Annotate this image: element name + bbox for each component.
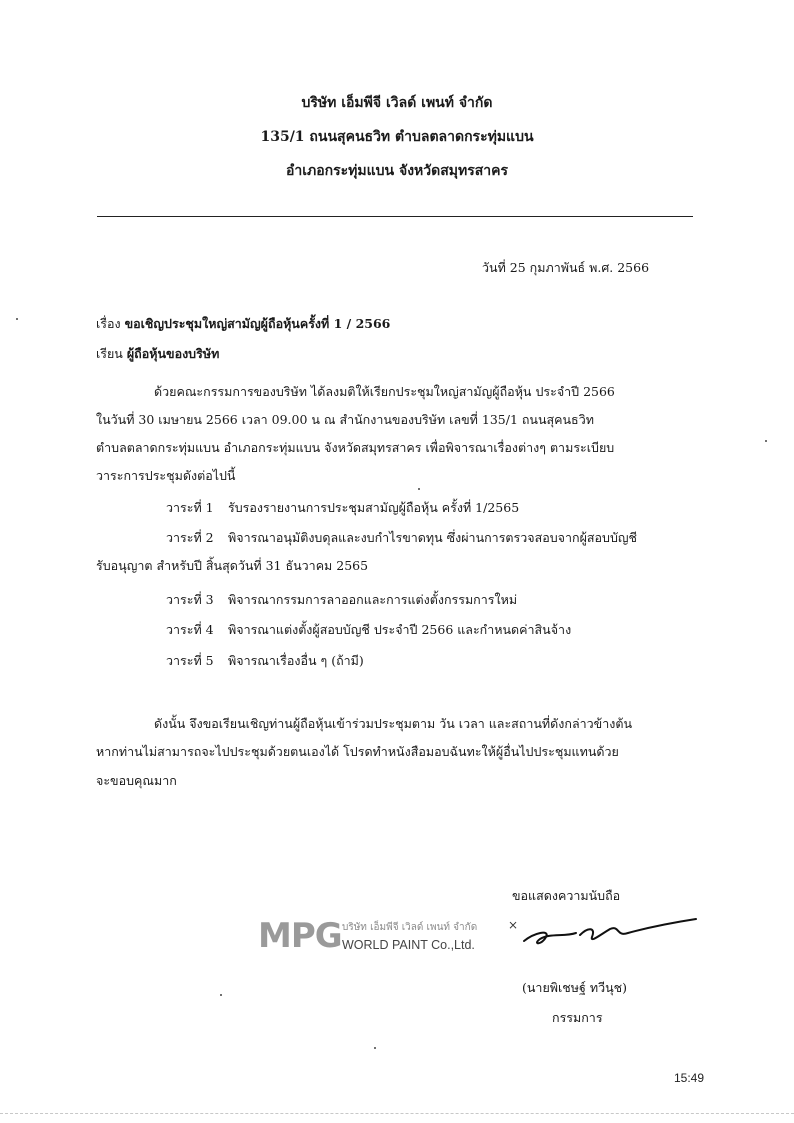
stamp-mark: × bbox=[508, 918, 519, 932]
agenda-text: รับรองรายงานการประชุมสามัญผู้ถือหุ้น ครั้งที่ 1/2565 bbox=[228, 500, 520, 515]
scan-speck bbox=[16, 318, 18, 320]
scan-speck bbox=[220, 994, 222, 996]
header-divider bbox=[97, 216, 693, 217]
intro-line-4: วาระการประชุมดังต่อไปนี้ bbox=[96, 468, 236, 483]
agenda-number: วาระที่ 2 bbox=[166, 530, 214, 545]
closing-line-2: หากท่านไม่สามารถจะไปประชุมด้วยตนเองได้ โปรดทำหนังสือมอบฉันทะให้ผู้อื่นไปประชุมแทนด้วย bbox=[96, 744, 619, 759]
agenda-text: พิจารณาอนุมัติงบดุลและงบกำไรขาดทุน ซึ่งผ่านการตรวจสอบจากผู้สอบบัญชี bbox=[228, 530, 638, 545]
subject-line bbox=[96, 314, 390, 334]
agenda-item bbox=[166, 498, 519, 518]
signatory-title: กรรมการ bbox=[552, 1010, 603, 1025]
company-name: บริษัท เอ็มพีจี เวิลด์ เพนท์ จำกัด bbox=[301, 95, 493, 111]
agenda-number: วาระที่ 5 bbox=[166, 653, 214, 668]
handwritten-signature bbox=[520, 915, 700, 955]
scan-speck bbox=[765, 440, 767, 442]
subject-label: เรื่อง bbox=[96, 316, 121, 331]
agenda-number: วาระที่ 4 bbox=[166, 622, 214, 637]
subject-text: ขอเชิญประชุมใหญ่สามัญผู้ถือหุ้นครั้งที่ 1 / 2566 bbox=[124, 316, 391, 331]
scan-speck bbox=[418, 488, 420, 490]
scan-speck bbox=[374, 1047, 376, 1049]
address-line-2: อำเภอกระทุ่มแบน จังหวัดสมุทรสาคร bbox=[285, 163, 509, 179]
intro-line-2: ในวันที่ 30 เมษายน 2566 เวลา 09.00 น ณ สำนักงานของบริษัท เลขที่ 135/1 ถนนสุคนธวิท bbox=[96, 412, 594, 427]
stamp-company-en: WORLD PAINT Co.,Ltd. bbox=[342, 938, 475, 952]
recipient-line bbox=[96, 344, 219, 364]
agenda-item bbox=[166, 590, 517, 610]
recipient-label: เรียน bbox=[96, 346, 123, 361]
agenda-number: วาระที่ 1 bbox=[166, 500, 214, 515]
regards: ขอแสดงความนับถือ bbox=[512, 888, 621, 903]
agenda-item bbox=[166, 620, 571, 640]
scan-edge bbox=[0, 1113, 794, 1114]
scan-time: 15:49 bbox=[674, 1071, 705, 1085]
agenda-item bbox=[166, 528, 637, 548]
agenda-2-continuation: รับอนุญาต สำหรับปี สิ้นสุดวันที่ 31 ธันวาคม 2565 bbox=[96, 558, 369, 573]
agenda-number: วาระที่ 3 bbox=[166, 592, 214, 607]
mpg-logo: MPG bbox=[258, 916, 342, 956]
agenda-text: พิจารณาแต่งตั้งผู้สอบบัญชี ประจำปี 2566 และกำหนดค่าสินจ้าง bbox=[228, 622, 572, 637]
company-stamp bbox=[258, 914, 523, 964]
closing-line-1: ดังนั้น จึงขอเรียนเชิญท่านผู้ถือหุ้นเข้าร่วมประชุมตาม วัน เวลา และสถานที่ดังกล่าวข้างต้น bbox=[154, 716, 632, 731]
intro-line-1: ด้วยคณะกรรมการของบริษัท ได้ลงมติให้เรียกประชุมใหญ่สามัญผู้ถือหุ้น ประจำปี 2566 bbox=[154, 384, 615, 399]
agenda-item bbox=[166, 651, 364, 671]
recipient-text: ผู้ถือหุ้นของบริษัท bbox=[126, 346, 220, 361]
closing-line-3: จะขอบคุณมาก bbox=[96, 773, 177, 788]
address-line-1: 135/1 ถนนสุคนธวิท ตำบลตลาดกระทุ่มแบน bbox=[260, 129, 534, 145]
letter-date: วันที่ 25 กุมภาพันธ์ พ.ศ. 2566 bbox=[482, 260, 650, 275]
signatory-name: (นายพิเชษฐ์ ทวีนุช) bbox=[522, 980, 628, 995]
agenda-text: พิจารณากรรมการลาออกและการแต่งตั้งกรรมการใหม่ bbox=[228, 592, 518, 607]
agenda-text: พิจารณาเรื่องอื่น ๆ (ถ้ามี) bbox=[228, 653, 364, 668]
stamp-company-th: บริษัท เอ็มพีจี เวิลด์ เพนท์ จำกัด bbox=[342, 922, 478, 933]
intro-line-3: ตำบลตลาดกระทุ่มแบน อำเภอกระทุ่มแบน จังหวัดสมุทรสาคร เพื่อพิจารณาเรื่องต่างๆ ตามระเบียบ bbox=[96, 440, 615, 455]
